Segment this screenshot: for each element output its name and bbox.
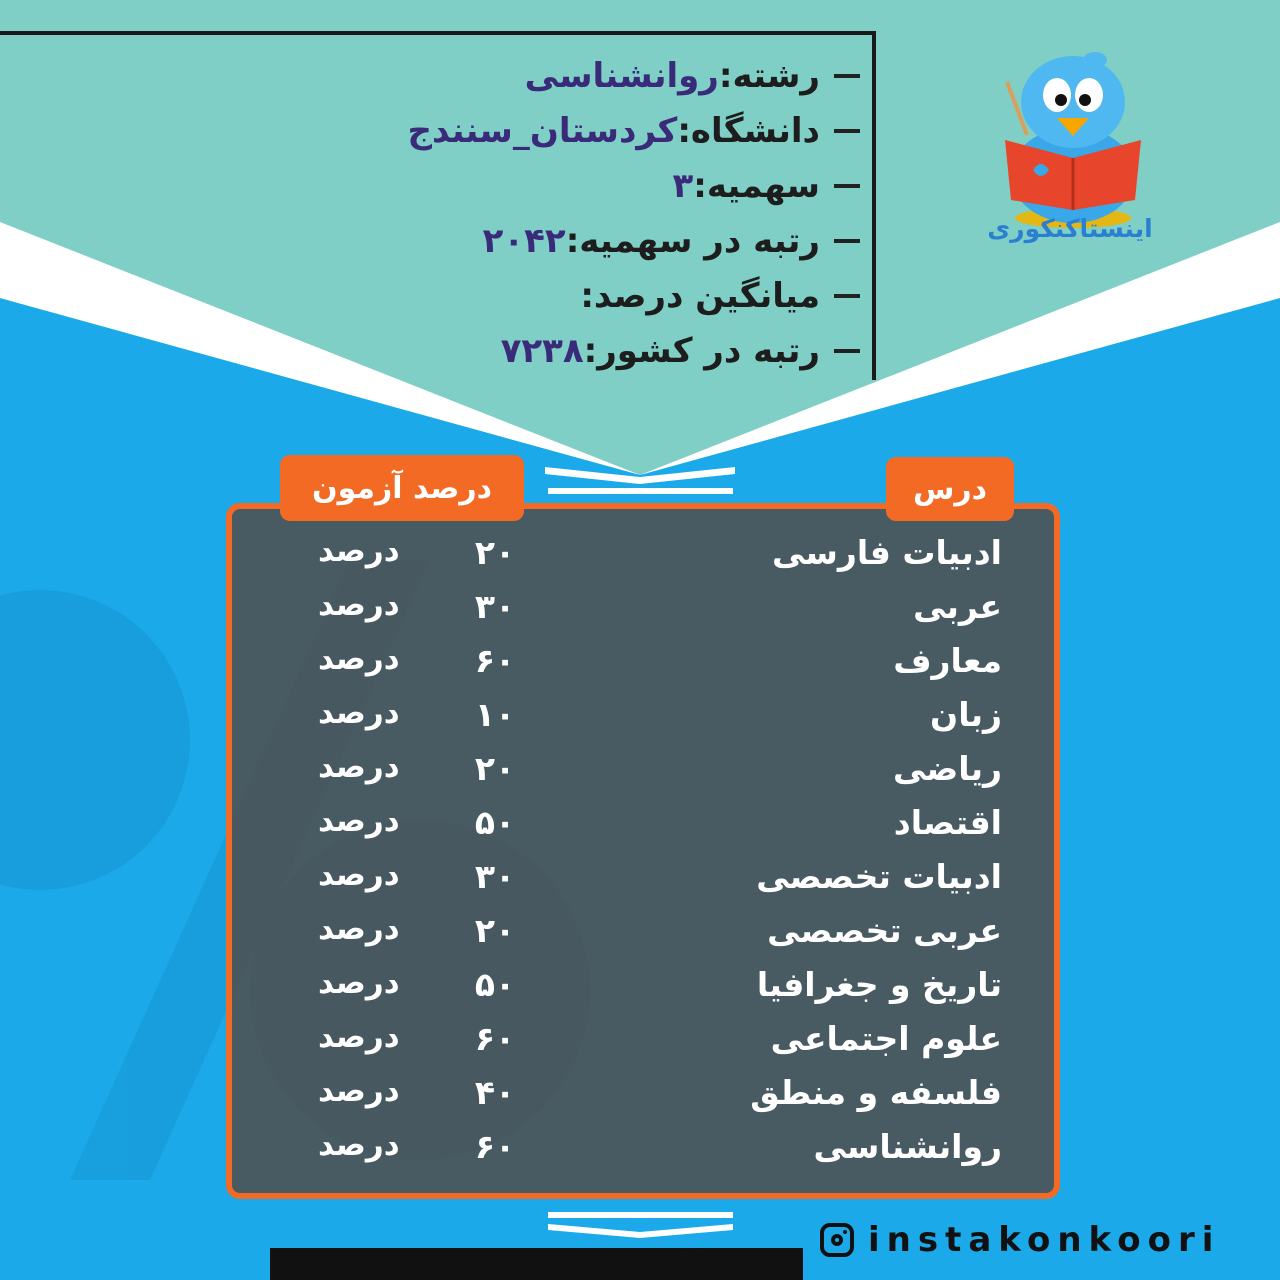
info-row-national-rank (60, 323, 820, 378)
table-row (0, 749, 1280, 803)
unit-cell: درصد (318, 1127, 400, 1163)
bullet-dash (834, 184, 860, 188)
unit-cell: درصد (318, 1019, 400, 1055)
table-row (0, 641, 1280, 695)
table-row (0, 911, 1280, 965)
table-row (0, 803, 1280, 857)
table-row (0, 587, 1280, 641)
percent-cell: ۵۰ (474, 803, 516, 842)
subject-cell: معارف (893, 641, 1002, 680)
table-row (0, 1073, 1280, 1127)
info-label: دانشگاه: (677, 110, 820, 151)
percent-cell: ۴۰ (474, 1073, 516, 1112)
table-row (0, 1019, 1280, 1073)
percent-cell: ۱۰ (474, 695, 516, 734)
info-row-average (60, 268, 820, 323)
unit-cell: درصد (318, 587, 400, 623)
info-row-quota (60, 158, 820, 213)
instagram-handle[interactable] (820, 1212, 1220, 1268)
bullet-dash (834, 349, 860, 353)
bullet-dash (834, 239, 860, 243)
instagram-username: instakonkoori (868, 1220, 1221, 1260)
unit-cell: درصد (318, 965, 400, 1001)
unit-cell: درصد (318, 749, 400, 785)
table-row (0, 965, 1280, 1019)
info-row-major (60, 48, 820, 103)
info-list (60, 48, 820, 378)
unit-cell: درصد (318, 695, 400, 731)
subject-cell: عربی (913, 587, 1002, 626)
percent-cell: ۶۰ (474, 641, 516, 680)
table-row (0, 695, 1280, 749)
subject-cell: ریاضی (892, 749, 1002, 788)
info-row-university (60, 103, 820, 158)
info-label: رتبه در کشور: (583, 330, 820, 371)
subject-cell: تاریخ و جغرافیا (756, 965, 1002, 1004)
unit-cell: درصد (318, 803, 400, 839)
info-value: روانشناسی (524, 55, 719, 96)
unit-cell: درصد (318, 533, 400, 569)
info-value: ۷۲۳۸ (500, 330, 584, 371)
info-row-quota-rank (60, 213, 820, 268)
percent-cell: ۳۰ (474, 587, 516, 626)
bullet-dash (834, 74, 860, 78)
unit-cell: درصد (318, 1073, 400, 1109)
subject-cell: ادبیات فارسی (772, 533, 1002, 572)
subject-cell: علوم اجتماعی (770, 1019, 1002, 1058)
table-row (0, 533, 1280, 587)
instagram-icon (820, 1223, 854, 1257)
table-row (0, 1127, 1280, 1181)
percent-cell: ۲۰ (474, 749, 516, 788)
subject-column-header: درس (886, 457, 1014, 521)
subject-cell: زبان (930, 695, 1002, 734)
percent-cell: ۳۰ (474, 857, 516, 896)
percent-cell: ۵۰ (474, 965, 516, 1004)
subject-cell: اقتصاد (893, 803, 1002, 842)
subject-cell: فلسفه و منطق (750, 1073, 1002, 1112)
unit-cell: درصد (318, 641, 400, 677)
info-value: کردستان_سنندج (407, 110, 678, 151)
info-label: میانگین درصد: (580, 275, 820, 316)
brand-logo-text: اینستاکنکوری (987, 214, 1153, 243)
bullet-dash (834, 294, 860, 298)
percent-cell: ۲۰ (474, 533, 516, 572)
bullet-dash (834, 129, 860, 133)
subject-cell: روانشناسی (813, 1127, 1002, 1166)
unit-cell: درصد (318, 911, 400, 947)
subject-cell: ادبیات تخصصی (756, 857, 1002, 896)
percent-cell: ۶۰ (474, 1127, 516, 1166)
unit-cell: درصد (318, 857, 400, 893)
subject-cell: عربی تخصصی (767, 911, 1002, 950)
info-label: رشته: (718, 55, 820, 96)
info-label: رتبه در سهمیه: (565, 220, 820, 261)
percent-cell: ۶۰ (474, 1019, 516, 1058)
info-value: ۲۰۴۲ (482, 220, 566, 261)
percent-cell: ۲۰ (474, 911, 516, 950)
percent-column-header: درصد آزمون (280, 455, 524, 521)
info-label: سهمیه: (693, 165, 820, 206)
info-value: ۳ (672, 165, 694, 206)
table-row (0, 857, 1280, 911)
footer-bar (270, 1248, 803, 1280)
